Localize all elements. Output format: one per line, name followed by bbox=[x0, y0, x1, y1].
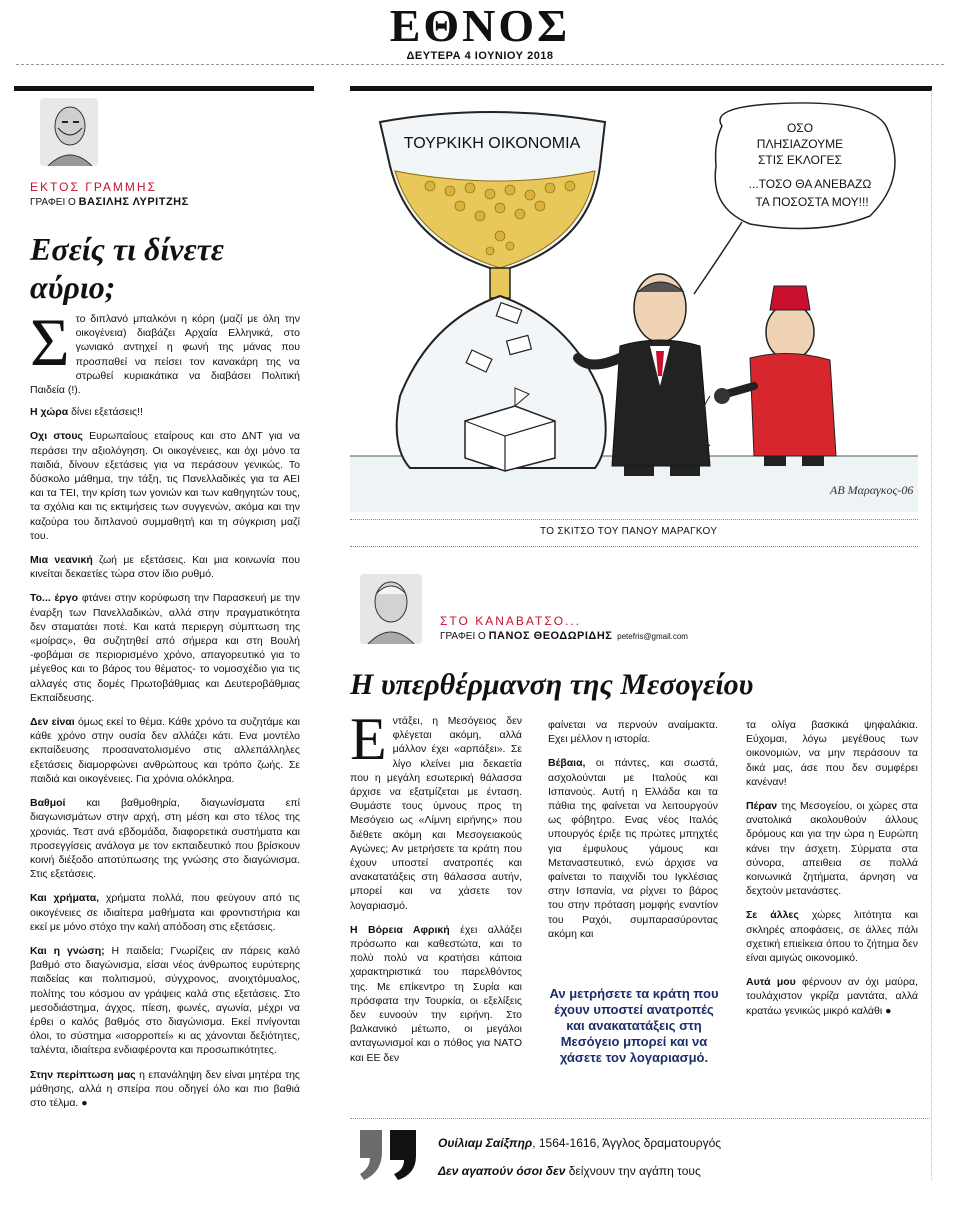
paragraph-text: φτάνει στην κορύφωση την Παρασκευή με την έναρξη των Πανελλαδικών, αλλά στην πραγματικότητα δεν σταματάει ποτέ. Και κατά περιεργη σύμπτωση της «μοίρας», θα συζητηθεί από σήμερα και στη Βουλή -φοβάμαι σε περιορισμένο χρόνο, απαγορευτικό για το μέγεθος και το βάρος του θέματος- το νομοσχέδιο για τις αλλαγές στις δομές Πρωτοβάθμιας και Δευτεροβάθμιας Εκπαίδευσης. bbox=[30, 592, 300, 704]
paragraph-lead: Βαθμοί bbox=[30, 797, 66, 810]
paragraph-text: και βαθμοθηρία, διαγωνίσματα επί διαγωνισμάτων στην αρχή, στη μέση και στο τέλος της χρονιάς. Τεστ ανά εβδομάδα, διαφορετικά συστήματα και προσεγγίσεις ανάλογα με τον εκπαιδευτικό που βρίσκουν κοινή διέξοδο αποτύπωσης της γνώσης στο διαγώνισμα. Στις εξετάσεις. bbox=[30, 797, 300, 881]
author-portrait-theodoridis bbox=[360, 574, 422, 644]
column-kicker-canvas: ΣΤΟ ΚΑΝΑΒΑΤΣΟ... bbox=[440, 614, 582, 628]
paragraph-lead: Και χρήματα, bbox=[30, 892, 100, 905]
quote-rest: δείχνουν την αγάπη τους bbox=[565, 1164, 701, 1178]
paragraph-lead: Και η γνώση; bbox=[30, 944, 105, 957]
article-paragraph bbox=[30, 1068, 300, 1111]
col1-paragraph: ντάξει, η Μεσόγειος δεν φλέγεται ακόμη, αλλά μάλλον έχει «αρπάξει». Σε λίγο κλείνει μια δεκαετία που η μεγάλη εσωτερική θάλασσα άρχισε να εξατμίζεται με ένταση. Θυμάστε τους ύμνους προς τη Μεσόγειο ως «Λίμνη ειρήνης» που διέθετε ακόμη και Μεσογειακούς Αγώνες; Αν μετρήσετε τα κράτη που έχουν υποστεί ανατροπές και ανακατατάξεις στη θάλασσα αυτήν, μπορεί και να χάσετε τον λογαριασμό. bbox=[350, 715, 522, 912]
issue-date: ΔΕΥΤΕΡΑ 4 ΙΟΥΝΙΟΥ 2018 bbox=[406, 50, 554, 62]
speech-line3: ΣΤΙΣ ΕΚΛΟΓΕΣ bbox=[758, 153, 842, 167]
portrait-sketch-icon bbox=[40, 98, 98, 166]
caption-rule-bottom bbox=[350, 546, 918, 547]
col3-lead: Πέραν bbox=[746, 800, 778, 813]
byline bbox=[30, 196, 189, 208]
paragraph-list bbox=[30, 405, 300, 1110]
col3-paragraph: τα ολίγα βασκικά ψηφαλάκια. Εύχομαι, λόγω μεγέθους των οικονομιών, να μην περάσουν τα δικά μας, άσε που δεν συμφέρει κανέναν! bbox=[746, 719, 918, 788]
column-divider bbox=[931, 90, 932, 1180]
right-article-title: Η υπερθέρμανση της Μεσογείου bbox=[350, 668, 754, 701]
article-paragraph bbox=[30, 715, 300, 786]
quote-bold-part: Δεν αγαπούν όσοι δεν bbox=[438, 1164, 566, 1178]
hourglass-label: ΤΟΥΡΚΙΚΗ ΟΙΚΟΝΟΜΙΑ bbox=[403, 135, 581, 152]
quote-author: Ουίλιαμ Σαίξπηρ bbox=[438, 1136, 533, 1150]
editorial-cartoon bbox=[350, 96, 918, 512]
col2-lead: Βέβαια, bbox=[548, 757, 586, 770]
cartoonist-signature: ΑΒ Μαραγκος-06 bbox=[830, 483, 914, 497]
drop-cap-e: Ε bbox=[350, 706, 387, 772]
right-article-col3 bbox=[746, 718, 918, 1028]
paragraph-text: Ευρωπαίους εταίρους και στο ΔΝΤ για να περάσει την αξιολόγηση. Οι οικογένειες, και όχι μόνο τα παιδιά, δίνουν εξετάσεις για να περάσουν γενικώς. Το δύσκολο μάθημα, την τάξη, τις Πανελλαδικές για τα ΑΕΙ και τα ΤΕΙ, την κρίση των γονιών και των καθηγητών τους, τα σχόλια και τις εκτιμήσεις των συγγενών, ακόμα και την καζούρα του διπλανού συμμαθητή και τη σύγκριση μαζί του. bbox=[30, 430, 301, 542]
paragraph-text: όμως εκεί το θέμα. Κάθε χρόνο τα συζητάμε και κάθε χρόνο στην ουσία δεν αλλάζει κάτι. Ενα μοντέλο εκπαίδευσης προσανατολισμένο στις αλλεπάλληλες εξετάσεις διαμορφώνει ανθρώπους και τρόπο ζωής. Σε παιδιά και οικογένειες. Για χρόνια ολόκληρα. bbox=[30, 716, 300, 785]
article-title bbox=[30, 230, 300, 306]
col3-paragraph: της Μεσογείου, οι χώρες στα ανατολικά ακολουθούν άλλους δρόμους και για την ώρα η Ευρώπη κάνει την άσχετη. Σύρματα στα σύνορα, απειθεια σε πολλά κοινωνικά ζητήματα, άρνηση να δεχτούν μετανάστες. bbox=[746, 800, 918, 898]
article-paragraph bbox=[30, 891, 300, 934]
paragraph-text: δίνει εξετάσεις!! bbox=[68, 406, 143, 419]
portrait-sketch-icon bbox=[360, 574, 422, 644]
paragraph-lead: Η χώρα bbox=[30, 406, 69, 419]
paragraph-text: χρήματα πολλά, που φεύγουν από τις οικογένειες σε ιδιαίτερα μαθήματα και φροντιστήρια και εκεί με μόνο στόχο την καλή απόδοση στις εξετάσεις. bbox=[30, 892, 300, 933]
author-email: petefris@gmail.com bbox=[617, 632, 688, 641]
col3-lead: Αυτά μου bbox=[746, 976, 796, 989]
cartoonist-name: ΠΑΝΟΥ ΜΑΡΑΓΚΟΥ bbox=[621, 526, 718, 537]
right-article-col2 bbox=[548, 718, 718, 951]
col3-paragraph: χώρες λιτότητα και σκληρές αποφάσεις, σε άλλες πάλι σχετική επιείκεια όπου το ζήτημα δεν είναι αμιγώς οικονομικό. bbox=[746, 909, 918, 965]
masthead-rule bbox=[16, 64, 944, 65]
paragraph-lead: Μια νεανική bbox=[30, 554, 93, 567]
paragraph-lead: Στην περίπτωση μας bbox=[30, 1068, 136, 1081]
article-title-line1: Εσείς τι δίνετε bbox=[30, 231, 224, 267]
author-name: ΠΑΝΟΣ ΘΕΟΔΩΡΙΔΗΣ bbox=[488, 630, 613, 642]
paragraph-lead: Δεν είναι bbox=[30, 716, 75, 729]
author-portrait-lyritzis bbox=[40, 98, 98, 166]
col2-paragraph: οι πάντες, και σωστά, ασχολούνται με Ιταλούς και Ισπανούς. Αυτή η Ελλάδα και τα πάθια της φαίνεται να λειτουργούν ως φόβητρο. Ενας νέος Ιταλός υπουργός έριξε τις πρώτες μπηχτές για έμφυλους γάμους και Μεταναστευτικό, ενώ άρχισε να φαίνεται το παιχνίδι του Ιγκλέσιας στην Ισπανία, να ρίχνει το βάρος του στην πρόταση μομφής εναντίον του Ραχόι, συμπαρασύροντας ακόμη και bbox=[548, 757, 718, 940]
pull-quote: Αν μετρήσετε τα κράτη που έχουν υποστεί ανατροπές και ανακατατάξεις στη Μεσόγειο μπορεί και να χάσετε τον λογαριασμό. bbox=[549, 986, 719, 1065]
speech-line4: ...ΤΟΣΟ ΘΑ ΑΝΕΒΑΖΩ bbox=[748, 177, 872, 191]
paragraph-text: Η παιδεία; Γνωρίζεις αν πάρεις καλό βαθμό στο διαγώνισμα, είσαι νέος άνθρωπος ευρύτερης παιδείας και πολιτισμού, σύγχρονος, ανοιχτόμυαλος, πολίτης του κόσμου αν γράψεις καλά στις εξετάσεις. Στο μεσοδιάστημα, άγχος, πίεση, φωνές, αγωνία, μέχρι να έρθει ο καλός βαθμός στο διαγώνισμα. Εκεί πνίγονται όλοι, το σύστημα «ισορροπεί» κι ας χάνονται δεξιότητες, ταλέντα, ιδιαίτερα ενδιαφέροντα και προσωπικότητες. bbox=[30, 944, 300, 1057]
col1-lead: Η Βόρεια Αφρική bbox=[350, 923, 450, 936]
article-paragraph bbox=[30, 553, 300, 581]
col2-paragraph: φαίνεται να περνούν αναίμακτα. Εχει μέλλον η ιστορία. bbox=[548, 719, 718, 746]
right-article-col1 bbox=[350, 706, 522, 1075]
article-paragraph bbox=[30, 591, 300, 705]
left-article-body bbox=[30, 304, 301, 1120]
cartoon-illustration bbox=[350, 96, 918, 512]
speech-line2: ΠΛΗΣΙΑΖΟΥΜΕ bbox=[756, 137, 844, 151]
byline-theodoridis bbox=[440, 630, 688, 642]
paragraph-text: ζωή με εξετάσεις. Και μια κοινωνία που κινείται δεκαετίες τώρα στον ίδιο ρυθμό. bbox=[30, 554, 300, 581]
cartoon-caption bbox=[540, 526, 717, 537]
article-paragraph bbox=[30, 796, 300, 881]
quote-author-details: , 1564-1616, Άγγλος δραματουργός bbox=[532, 1136, 722, 1150]
article-title-line2: αύριο; bbox=[30, 269, 116, 305]
paragraph-lead: Οχι στους bbox=[30, 430, 83, 443]
article-paragraph bbox=[30, 429, 300, 543]
speech-line1: ΟΣΟ bbox=[786, 121, 814, 135]
article-paragraph bbox=[30, 944, 300, 1058]
paragraph-lead: Το... έργο bbox=[30, 592, 79, 605]
quote-marks-icon bbox=[356, 1126, 420, 1182]
quote-body bbox=[438, 1164, 918, 1178]
col3-paragraph: φέρνουν αν όχι μαύρα, τουλάχιστον γκρίζα μαντάτα, αλλά κρατάω γενικώς μικρό καλάθι ● bbox=[746, 976, 918, 1017]
byline-prefix: ΓΡΑΦΕΙ Ο bbox=[30, 197, 76, 208]
col3-lead: Σε άλλες bbox=[746, 909, 799, 922]
paragraph-text: η επανάληψη δεν είναι μητέρα της μάθησης, αλλά η σπείρα που οδηγεί όλο και πιο βαθιά στο τέλμα. ● bbox=[30, 1068, 300, 1109]
byline-prefix: ΓΡΑΦΕΙ Ο bbox=[440, 631, 486, 642]
column-kicker: ΕΚΤΟΣ ΓΡΑΜΜΗΣ bbox=[30, 180, 158, 194]
newspaper-logo: ΕΘΝΟΣ bbox=[389, 0, 571, 51]
quote-box-rule bbox=[350, 1118, 930, 1119]
col1-paragraph: έχει αλλάξει πρόσωπο και καθεστώτα, και το πολύ πολύ να κρατήσει κάποια χαρακτηριστικά του παρελθόντος της. Με επίκεντρο τη Συρία και πρόσφατα την Τουρκία, οι εξελίξεις δεν ευνοούν την ειρήνη. Στο βαλκανικό μέτωπο, οι μεγάλοι ανταγωνισμοί και ο πόθος για ΝΑΤΟ και ΕΕ δεν bbox=[350, 923, 522, 1064]
article-paragraph bbox=[30, 405, 300, 419]
caption-prefix: ΤΟ ΣΚΙΤΣΟ ΤΟΥ bbox=[540, 526, 619, 537]
speech-line5: ΤΑ ΠΟΣΟΣΤΑ ΜΟΥ!!! bbox=[755, 195, 869, 209]
author-name: ΒΑΣΙΛΗΣ ΛΥΡΙΤΖΗΣ bbox=[78, 196, 189, 208]
quote-attribution bbox=[438, 1136, 918, 1150]
drop-cap: Σ bbox=[30, 304, 70, 380]
intro-paragraph: το διπλανό μπαλκόνι η κόρη (μαζί με όλη την οικογένεια) διαβάζει Αρχαία Ελληνικά, στο γωνιακό αντηχεί η φωνή της μάνας που προσπαθεί να πείσει τον κανακάρη της να στρωθεί κυριακάτικα να διαβάσει Πολιτική Παιδεία (!). bbox=[30, 313, 300, 397]
caption-rule bbox=[350, 519, 918, 520]
